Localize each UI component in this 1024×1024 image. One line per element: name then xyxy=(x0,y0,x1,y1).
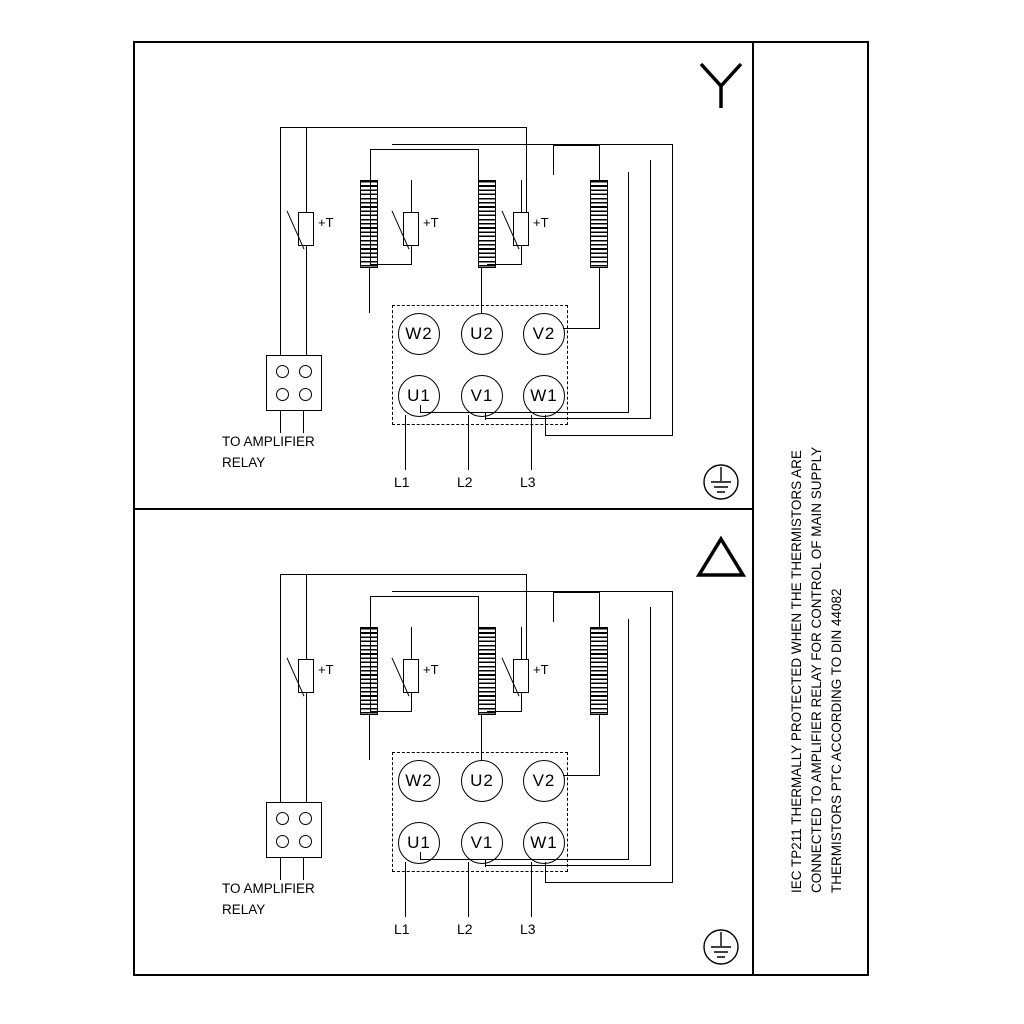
terminal-box-caption-line2: RELAY xyxy=(222,902,266,917)
wire xyxy=(420,859,629,860)
wire xyxy=(672,144,673,435)
wire xyxy=(553,592,600,593)
wire xyxy=(369,268,370,313)
winding-coil xyxy=(478,627,496,715)
thermistor-label: +T xyxy=(533,662,549,677)
wire xyxy=(553,592,554,622)
wire xyxy=(531,415,532,470)
terminal-U1: U1 xyxy=(398,822,440,864)
wire xyxy=(650,607,651,865)
wire xyxy=(531,862,532,917)
terminal-U2: U2 xyxy=(461,760,503,802)
terminal-box-caption-line1: TO AMPLIFIER xyxy=(222,881,315,896)
wire xyxy=(306,574,307,660)
wire xyxy=(420,852,421,860)
terminal-W1: W1 xyxy=(523,375,565,417)
terminal-box xyxy=(266,355,322,411)
thermistor xyxy=(298,659,314,693)
wire xyxy=(370,596,478,597)
wire xyxy=(672,591,673,882)
wire xyxy=(280,574,281,804)
wire xyxy=(411,246,412,264)
wire xyxy=(370,149,371,265)
wire xyxy=(411,693,412,711)
terminal-box-caption-line1: TO AMPLIFIER xyxy=(222,434,315,449)
wire xyxy=(526,574,527,659)
wye-icon xyxy=(697,60,745,112)
wire xyxy=(526,127,527,212)
terminal-dot xyxy=(299,388,312,401)
terminal-dot xyxy=(299,365,312,378)
earth-icon-star xyxy=(700,463,742,503)
earth-icon-delta xyxy=(700,928,742,968)
wire xyxy=(599,145,600,180)
wire xyxy=(485,865,651,866)
terminal-dot xyxy=(276,835,289,848)
phase-label-L3: L3 xyxy=(520,474,536,490)
wire xyxy=(420,412,629,413)
wire xyxy=(420,405,421,413)
winding-coil xyxy=(360,180,378,268)
terminal-W1: W1 xyxy=(523,822,565,864)
wire xyxy=(405,862,406,917)
wire xyxy=(545,882,673,883)
terminal-W2: W2 xyxy=(398,760,440,802)
wire xyxy=(468,415,469,470)
note-line-3: THERMISTORS PTC ACCORDING TO DIN 44082 xyxy=(829,588,844,893)
wire xyxy=(650,160,651,418)
panel-divider xyxy=(133,508,753,510)
phase-label-L1: L1 xyxy=(394,921,410,937)
wire xyxy=(545,435,673,436)
thermistor xyxy=(403,659,419,693)
wire xyxy=(478,596,479,627)
wire xyxy=(306,246,307,358)
wire xyxy=(485,418,651,419)
note-line-1: IEC TP211 THERMALLY PROTECTED WHEN THE THERMISTORS ARE xyxy=(789,450,804,893)
wire xyxy=(481,268,482,313)
terminal-W2: W2 xyxy=(398,313,440,355)
wire xyxy=(599,592,600,627)
note-line-2: CONNECTED TO AMPLIFIER RELAY FOR CONTROL OF MAIN SUPPLY xyxy=(809,446,824,893)
wire xyxy=(392,144,672,145)
winding-coil xyxy=(478,180,496,268)
wire xyxy=(306,127,307,213)
terminal-box xyxy=(266,802,322,858)
wire xyxy=(369,715,370,760)
terminal-V1: V1 xyxy=(461,375,503,417)
terminal-V2: V2 xyxy=(523,760,565,802)
wire xyxy=(411,180,412,213)
winding-coil xyxy=(590,627,608,715)
thermistor-label: +T xyxy=(423,215,439,230)
winding-coil xyxy=(590,180,608,268)
phase-label-L2: L2 xyxy=(457,474,473,490)
wire xyxy=(306,693,307,806)
phase-label-L1: L1 xyxy=(394,474,410,490)
terminal-dot xyxy=(299,812,312,825)
wire xyxy=(521,627,522,660)
wire xyxy=(599,715,600,775)
wire xyxy=(563,775,600,776)
terminal-dot xyxy=(276,365,289,378)
wire xyxy=(628,172,629,412)
terminal-V2: V2 xyxy=(523,313,565,355)
thermistor-label: +T xyxy=(423,662,439,677)
wire xyxy=(628,619,629,859)
wire xyxy=(478,149,479,180)
wire xyxy=(521,246,522,264)
terminal-dot xyxy=(276,812,289,825)
terminal-U2: U2 xyxy=(461,313,503,355)
wire xyxy=(280,858,281,880)
phase-label-L3: L3 xyxy=(520,921,536,937)
note-column-divider xyxy=(752,41,754,976)
phase-label-L2: L2 xyxy=(457,921,473,937)
wire xyxy=(280,574,526,575)
wire xyxy=(280,127,526,128)
terminal-box-caption-line2: RELAY xyxy=(222,455,266,470)
thermistor xyxy=(298,212,314,246)
wire xyxy=(485,859,486,867)
wire xyxy=(303,411,304,433)
wire xyxy=(468,862,469,917)
wire xyxy=(405,415,406,470)
wire xyxy=(553,145,554,175)
wire xyxy=(370,596,371,712)
wire xyxy=(370,711,412,712)
terminal-U1: U1 xyxy=(398,375,440,417)
thermistor-label: +T xyxy=(318,662,334,677)
terminal-dot xyxy=(299,835,312,848)
wire xyxy=(370,149,478,150)
wire xyxy=(487,711,522,712)
thermistor-label: +T xyxy=(533,215,549,230)
thermistor xyxy=(513,212,529,246)
wire xyxy=(487,264,522,265)
thermistor xyxy=(403,212,419,246)
wire xyxy=(411,627,412,660)
wire xyxy=(280,411,281,433)
wire xyxy=(521,180,522,213)
wire xyxy=(599,268,600,328)
wire xyxy=(485,412,486,420)
delta-icon xyxy=(695,535,747,579)
terminal-V1: V1 xyxy=(461,822,503,864)
wire xyxy=(553,145,600,146)
thermistor xyxy=(513,659,529,693)
winding-coil xyxy=(360,627,378,715)
wire xyxy=(481,715,482,760)
wire xyxy=(370,264,412,265)
wire xyxy=(303,858,304,880)
terminal-dot xyxy=(276,388,289,401)
thermistor-label: +T xyxy=(318,215,334,230)
wire xyxy=(563,328,600,329)
wire xyxy=(280,246,281,358)
wire xyxy=(392,591,672,592)
wire xyxy=(521,693,522,711)
